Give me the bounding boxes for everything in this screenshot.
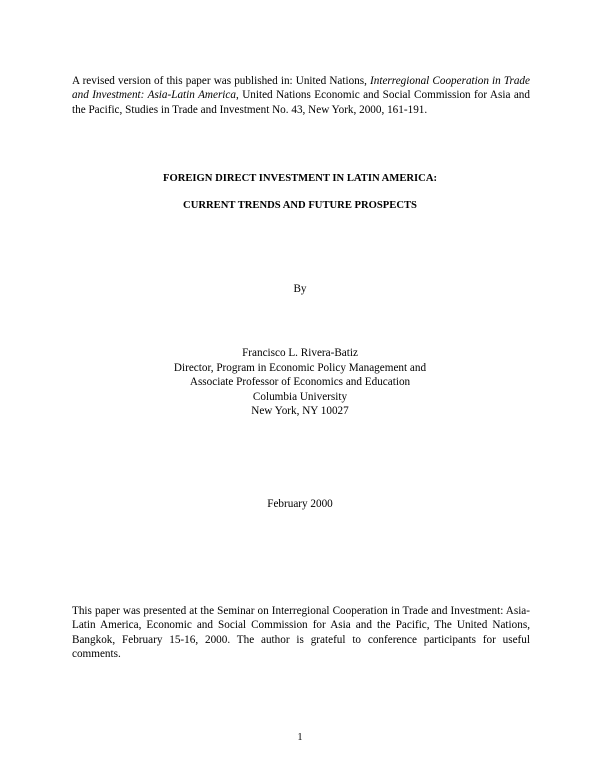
author-position-2: Associate Professor of Economics and Education <box>189 376 411 389</box>
author-name: Francisco L. Rivera-Batiz <box>242 347 358 359</box>
publication-note <box>72 74 530 117</box>
author-position-1: Director, Program in Economic Policy Management and <box>173 361 427 374</box>
publication-note-details: , United Nations Economic and Social Commission for Asia and the Pacific, Studies in Trade and Investment No. 43, New York, 2000, 161-191. <box>72 89 530 116</box>
paper-title-line-2: CURRENT TRENDS AND FUTURE PROSPECTS <box>183 200 417 211</box>
presentation-note: This paper was presented at the Seminar on Interregional Cooperation in Trade and Investment: Asia-Latin America, Economic and Social Commission for Asia and the Pacific, The United Nations, Bangkok, February 15-16, 2000. The author is grateful to conference participants for useful comments. <box>72 605 530 661</box>
author-location: New York, NY 10027 <box>251 405 349 418</box>
paper-date: February 2000 <box>267 498 333 510</box>
paper-title-line-1: FOREIGN DIRECT INVESTMENT IN LATIN AMERICA: <box>162 173 437 184</box>
author-institution: Columbia University <box>252 390 348 403</box>
by-label: By <box>293 283 307 295</box>
author-block <box>0 346 600 419</box>
publication-note-text: A revised version of this paper was published in: United Nations, <box>72 75 371 87</box>
publication-book-title: Interregional Cooperation in Trade and Investment: Asia-Latin America <box>72 75 530 102</box>
page-number: 1 <box>297 732 303 743</box>
